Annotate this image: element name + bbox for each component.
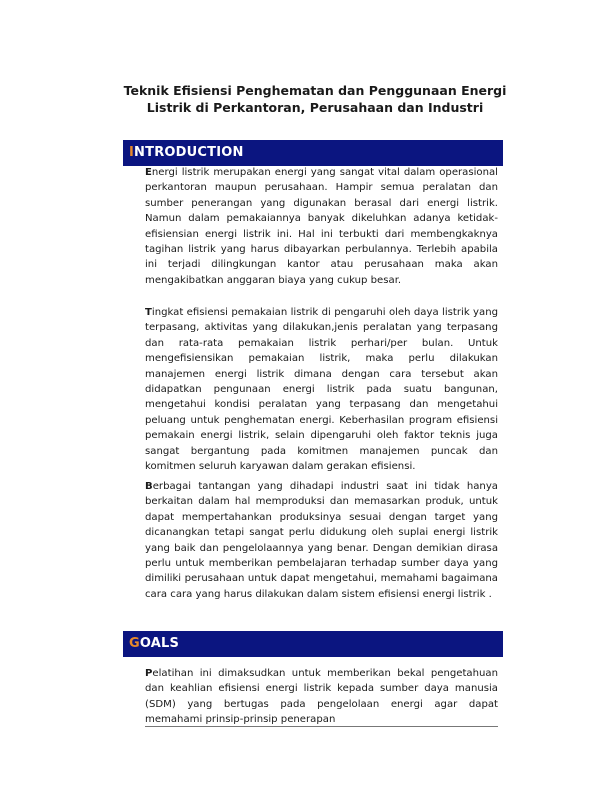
paragraph-initial: E [145,167,152,178]
introduction-heading-text: NTRODUCTION [134,145,244,160]
page-bottom-rule [145,726,498,727]
introduction-heading-bar [123,140,503,166]
document-title-line-1: Teknik Efisiensi Penghematan dan Penggunaan Energi [123,83,507,98]
paragraph-text: elatihan ini dimaksudkan untuk memberikan bekal pengetahuan dan keahlian efisiensi energi listrik kepada sumber daya manusia (SDM) yang bertugas pada pengelolaan energi agar dapat memahami prinsip-prinsip penerapan [145,668,498,726]
paragraph-initial: P [145,668,153,679]
paragraph-text: erbagai tantangan yang dihadapi industri saat ini tidak hanya berkaitan dalam hal memproduksi dan memasarkan produk, untuk dapat mempertahankan produksinya sesuai dengan target yang dicanangkan tetapi sangat perlu didukung oleh suplai energi listrik yang baik dan pengelolaannya yang benar. Dengan demikian dirasa perlu untuk memberikan pembelajaran terhadap sumber daya yang dimiliki perusahaan untuk dapat mengetahui, memahami bagaimana cara cara yang harus dilakukan dalam sistem efisiensi energi listrik . [145,481,498,600]
paragraph-text: nergi listrik merupakan energi yang sangat vital dalam operasional perkantoran maupun perusahaan. Hampir semua peralatan dan sumber penerangan yang digunakan berasal dari energi listrik. Namun dalam pemakaiannya banyak dikeluhkan adanya ketidak-efisiensian energi listrik ini. Hal ini terbukti dari membengkaknya tagihan listrik yang harus dibayarkan perbulannya. Terlebih apabila ini terjadi dilingkungan kantor atau perusahaan maka akan mengakibatkan anggaran biaya yang cukup besar. [145,167,498,286]
introduction-paragraph-2 [145,305,498,474]
goals-heading-bar [123,631,503,657]
paragraph-initial: B [145,481,153,492]
introduction-paragraph-1 [145,165,498,288]
goals-paragraph-1 [145,666,498,728]
goals-heading-text: OALS [139,636,180,651]
paragraph-initial: T [145,307,152,318]
document-title [120,82,510,116]
introduction-heading-initial: I [129,145,135,160]
document-title-line-2: Listrik di Perkantoran, Perusahaan dan Industri [146,100,484,115]
paragraph-text: ingkat efisiensi pemakaian listrik di pengaruhi oleh daya listrik yang terpasang, aktivitas yang dilakukan,jenis peralatan yang terpasang dan rata-rata pemakaian listrik perhari/per bulan. Untuk mengefisiensikan pemakaian listrik, maka perlu dilakukan manajemen energi listrik dimana dengan cara tersebut akan didapatkan pengunaan energi listrik pada suatu bangunan, mengetahui kondisi peralatan yang terpasang dan mengetahui peluang untuk penghematan energi. Keberhasilan program efisiensi pemakain energi listrik, selain dipengaruhi oleh faktor teknis juga sangat bergantung pada komitmen manajemen puncak dan komitmen seluruh karyawan dalam gerakan efisiensi. [145,307,498,473]
introduction-paragraph-3 [145,479,498,602]
goals-heading-initial: G [129,636,140,651]
